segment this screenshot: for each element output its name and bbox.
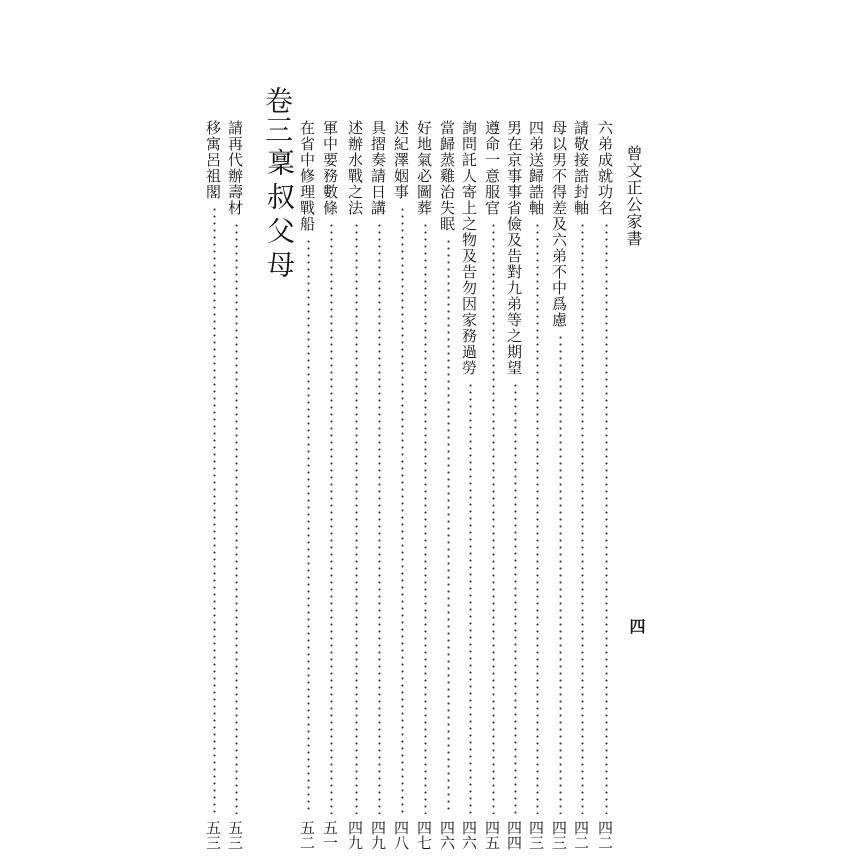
toc-entry xyxy=(461,120,481,860)
toc-entry-page: 四九 xyxy=(369,820,387,850)
toc-entry-title: 好地氣必圖葬 xyxy=(415,120,433,216)
toc-entry-page: 四九 xyxy=(346,820,364,850)
dot-leader xyxy=(213,206,216,814)
toc-entry-page: 四七 xyxy=(415,820,433,850)
toc-entry-page: 五三 xyxy=(226,820,244,850)
toc-entry-title: 母以男不得差及六弟不中爲慮 xyxy=(550,120,568,328)
toc-entry-page: 四五 xyxy=(483,820,501,850)
dot-leader xyxy=(605,222,608,814)
toc-entry xyxy=(551,120,571,860)
toc-entry-title: 移寓呂祖閣 xyxy=(204,120,222,200)
dot-leader xyxy=(447,238,450,814)
toc-entry xyxy=(370,120,390,860)
toc-entry-title: 請敬接誥封軸 xyxy=(572,120,590,216)
toc-entry-page: 五一 xyxy=(321,820,339,850)
dot-leader xyxy=(235,222,238,814)
toc-entry xyxy=(322,120,342,860)
toc-entry-title: 四弟送歸誥軸 xyxy=(527,120,545,216)
toc-entry-page: 四八 xyxy=(392,820,410,850)
toc-entry xyxy=(416,120,436,860)
toc-entry xyxy=(299,120,319,860)
dot-leader xyxy=(469,382,472,814)
toc-entry xyxy=(205,120,225,860)
dot-leader xyxy=(559,334,562,814)
toc-entry-page: 四四 xyxy=(505,820,523,850)
toc-entry-page: 四六 xyxy=(460,820,478,850)
chapter-name: 稟叔父母 xyxy=(263,148,296,284)
dot-leader xyxy=(330,222,333,814)
toc-entry-title: 當歸蒸雞治失眠 xyxy=(438,120,456,232)
dot-leader xyxy=(536,222,539,814)
toc-entry-page: 四二 xyxy=(596,820,614,850)
toc-entry-title: 六弟成就功名 xyxy=(596,120,614,216)
dot-leader xyxy=(492,222,495,814)
dot-leader xyxy=(355,222,358,814)
toc-entry-title: 述辦水戰之法 xyxy=(346,120,364,216)
dot-leader xyxy=(401,206,404,814)
dot-leader xyxy=(581,222,584,814)
toc-entry-title: 具摺奏請日講 xyxy=(369,120,387,216)
toc-entry-page: 五三 xyxy=(204,820,222,850)
toc-entry xyxy=(347,120,367,860)
toc-entry xyxy=(484,120,504,860)
toc-entry xyxy=(573,120,593,860)
toc-entry-page: 五二 xyxy=(298,820,316,850)
toc-entry-page: 四三 xyxy=(527,820,545,850)
toc-entry-page: 四三 xyxy=(550,820,568,850)
dot-leader xyxy=(514,382,517,814)
toc-entry xyxy=(393,120,413,860)
dot-leader xyxy=(378,222,381,814)
toc-entry xyxy=(528,120,548,860)
chapter-number: 卷三 xyxy=(261,86,294,144)
toc-entry-title: 在省中修理戰船 xyxy=(298,120,316,232)
running-title: 曾文正公家書 xyxy=(624,145,643,247)
toc-entry xyxy=(597,120,617,860)
toc-entry xyxy=(506,120,526,860)
toc-entry-title: 述紀澤姻事 xyxy=(392,120,410,200)
toc-entry-title: 男在京事事省儉及告對九弟等之期望 xyxy=(505,120,523,376)
toc-entry xyxy=(439,120,459,860)
dot-leader xyxy=(307,238,310,814)
toc-entry-title: 遵命一意服官 xyxy=(483,120,501,216)
toc-entry-page: 四二 xyxy=(572,820,590,850)
toc-entry-title: 詢問託人寄上之物及告勿因家務過勞 xyxy=(460,120,478,376)
toc-entry-page: 四六 xyxy=(438,820,456,850)
toc-entry xyxy=(227,120,247,860)
page-folio: 四 xyxy=(627,618,646,634)
dot-leader xyxy=(424,222,427,814)
toc-entry-title: 軍中要務數條 xyxy=(321,120,339,216)
toc-entry-title: 請再代辦壽材 xyxy=(226,120,244,216)
